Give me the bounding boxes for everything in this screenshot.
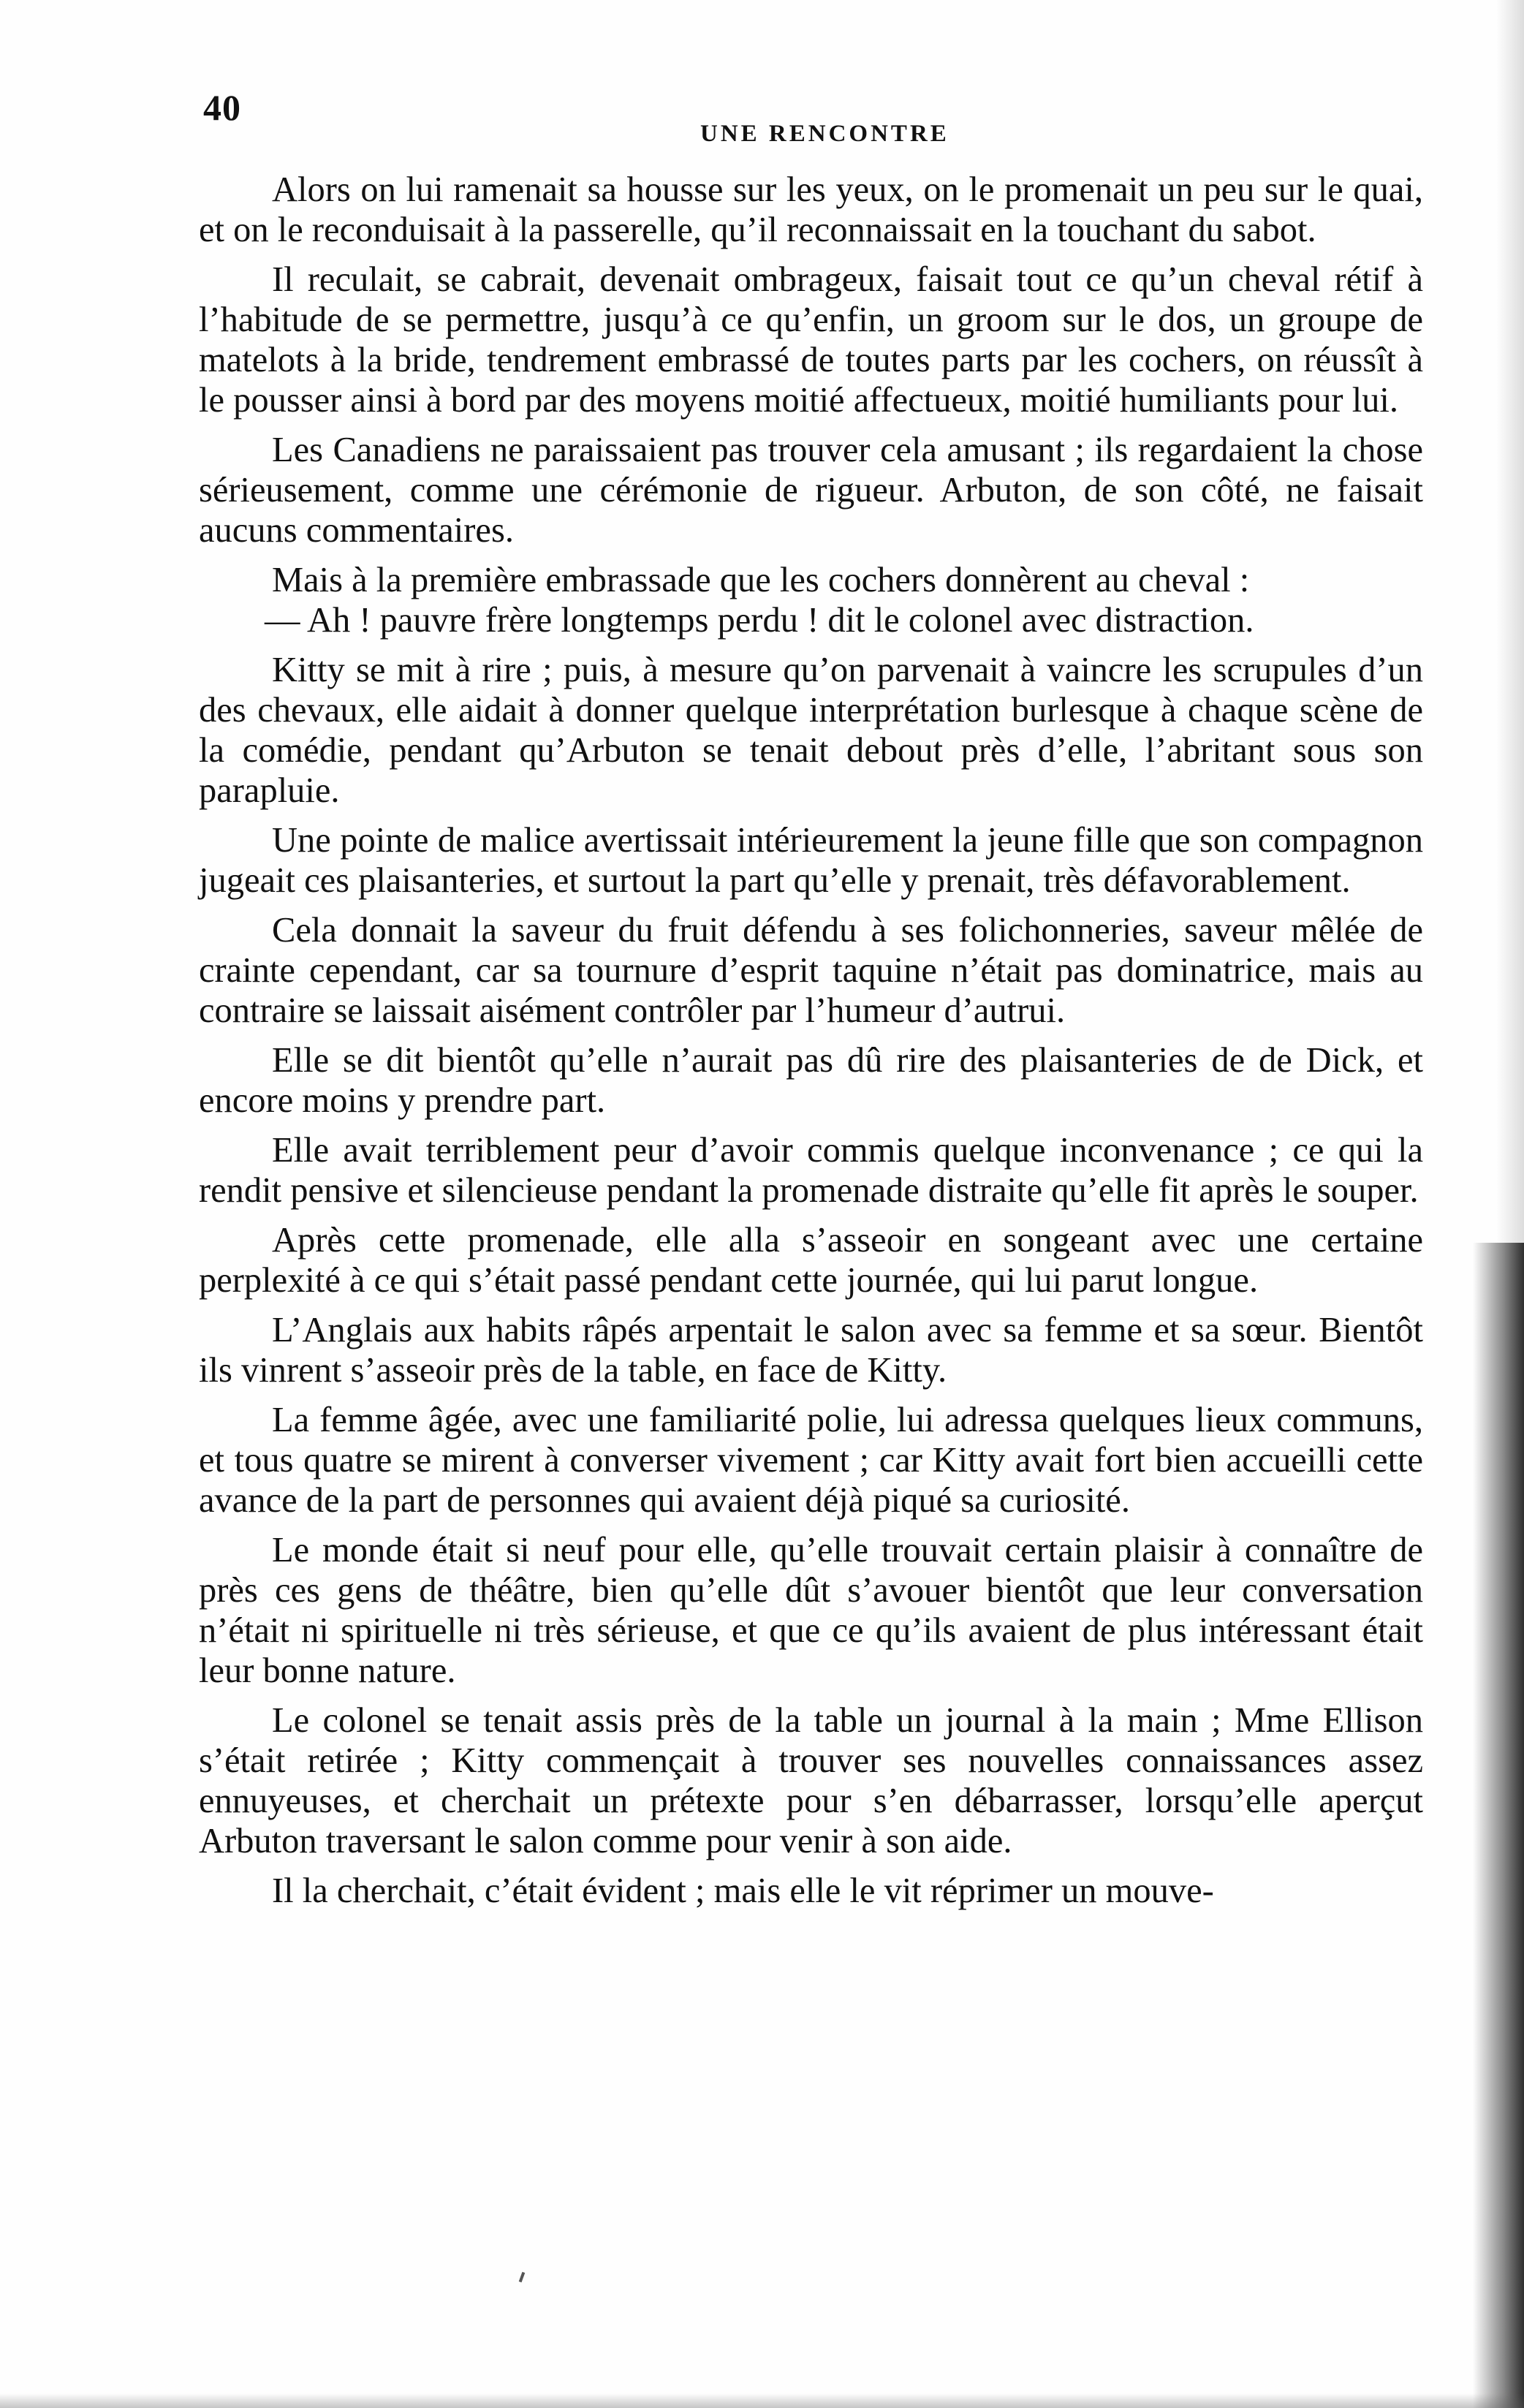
- paragraph: Elle avait terriblement peur d’avoir commis quelque inconvenance ; ce qui la rendit pensive et silencieuse pendant la promenade distraite qu’elle fit après le souper.: [199, 1131, 1423, 1210]
- paragraph: Cela donnait la saveur du fruit défendu à ses folichonneries, saveur mêlée de crainte cependant, car sa tournure d’esprit taquine n’était pas dominatrice, mais au contraire se laissait aisément contrôler par l’humeur d’autrui.: [199, 911, 1423, 1030]
- paragraph: Les Canadiens ne paraissaient pas trouver cela amusant ; ils regardaient la chose sérieusement, comme une cérémonie de rigueur. Arbuton, de son côté, ne faisait aucuns commentaires.: [199, 431, 1423, 550]
- paragraph: Alors on lui ramenait sa housse sur les yeux, on le promenait un peu sur le quai, et on le reconduisait à la passerelle, qu’il reconnaissait en la touchant du sabot.: [199, 170, 1423, 249]
- running-head: UNE RENCONTRE: [700, 121, 949, 147]
- paragraph: Il reculait, se cabrait, devenait ombrageux, faisait tout ce qu’un cheval rétif à l’habitude de se permettre, jusqu’à ce qu’enfin, un groom sur le dos, un groupe de matelots à la bride, tendrement embrassé de toutes parts par les cochers, on réussît à le pousser ainsi à bord par des moyens moitié affectueux, moitié humiliants pour lui.: [199, 260, 1423, 420]
- ink-speck: [519, 2272, 526, 2283]
- paragraph: Kitty se mit à rire ; puis, à mesure qu’on parvenait à vaincre les scrupules d’un des chevaux, elle aidait à donner quelque interprétation burlesque à chaque scène de la comédie, pendant qu’Arbuton se tenait debout près d’elle, l’abritant sous son parapluie.: [199, 651, 1423, 810]
- page-edge-shadow-top: [1496, 0, 1524, 1243]
- paragraph: Une pointe de malice avertissait intérieurement la jeune fille que son compagnon jugeait ces plaisanteries, et surtout la part qu’elle y prenait, très défavorablement.: [199, 821, 1423, 900]
- body-text: [199, 170, 1423, 1920]
- paragraph: L’Anglais aux habits râpés arpentait le salon avec sa femme et sa sœur. Bientôt ils vinrent s’asseoir près de la table, en face de Kitty.: [199, 1311, 1423, 1390]
- page-bottom-shadow: [0, 2393, 1524, 2408]
- paragraph: Mais à la première embrassade que les cochers donnèrent au cheval :: [272, 561, 1250, 599]
- paragraph: Le colonel se tenait assis près de la table un journal à la main ; Mme Ellison s’était retirée ; Kitty commençait à trouver ses nouvelles connaissances assez ennuyeuses, et cherchait un prétexte pour s’en débarrasser, lorsqu’elle aperçut Arbuton traversant le salon comme pour venir à son aide.: [199, 1701, 1423, 1860]
- paragraph: La femme âgée, avec une familiarité polie, lui adressa quelques lieux communs, et tous quatre se mirent à converser vivement ; car Kitty avait fort bien accueilli cette avance de la part de personnes qui avaient déjà piqué sa curiosité.: [199, 1401, 1423, 1520]
- page-edge-shadow: [1473, 1243, 1524, 2408]
- paragraph: Il la cherchait, c’était évident ; mais elle le vit réprimer un mouve-: [272, 1871, 1214, 1910]
- dialogue-paragraph: — Ah ! pauvre frère longtemps perdu ! dit le colonel avec distraction.: [265, 601, 1254, 640]
- paragraph: Elle se dit bientôt qu’elle n’aurait pas dû rire des plaisanteries de de Dick, et encore moins y prendre part.: [199, 1041, 1423, 1120]
- paragraph: Le monde était si neuf pour elle, qu’elle trouvait certain plaisir à connaître de près ces gens de théâtre, bien qu’elle dût s’avouer bientôt que leur conversation n’était ni spirituelle ni très sérieuse, et que ce qu’ils avaient de plus intéressant était leur bonne nature.: [199, 1531, 1423, 1690]
- page-number: 40: [203, 87, 241, 128]
- paragraph: Après cette promenade, elle alla s’asseoir en songeant avec une certaine perplexité à ce qui s’était passé pendant cette journée, qui lui parut longue.: [199, 1221, 1423, 1300]
